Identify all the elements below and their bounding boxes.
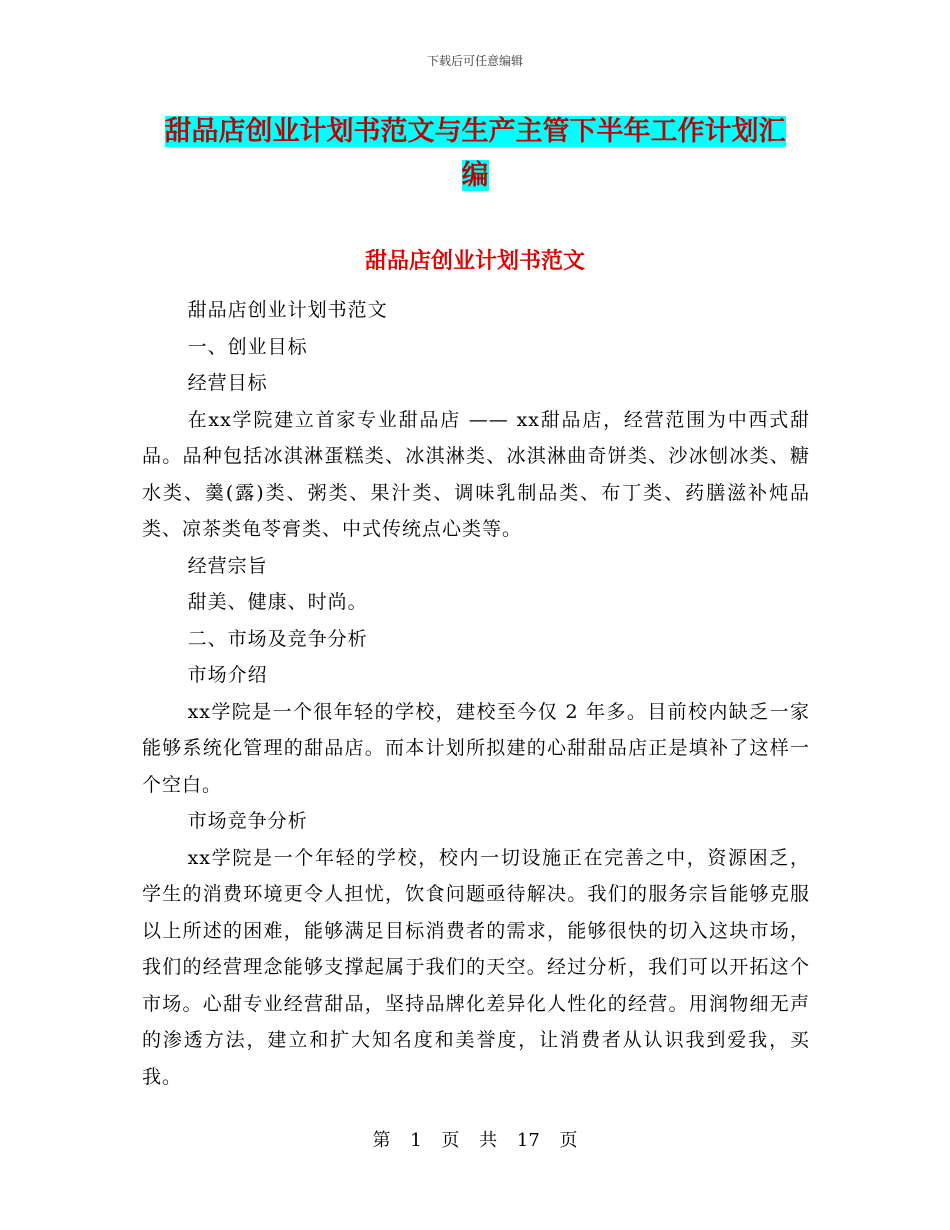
paragraph: 甜美、健康、时尚。 bbox=[187, 591, 368, 613]
paragraph: 市场竞争分析 bbox=[187, 810, 308, 832]
paragraph: 一、创业目标 bbox=[187, 335, 308, 358]
paragraph: 二、市场及竞争分析 bbox=[187, 627, 368, 650]
page-label: 第 bbox=[372, 1130, 391, 1151]
total-pages: 17 bbox=[516, 1130, 540, 1151]
paragraph: 市场介绍 bbox=[187, 664, 268, 686]
title-line-2: 编 bbox=[461, 160, 489, 191]
paragraph: xx学院是一个年轻的学校，校内一切设施正在完善之中，资源困乏，学生的消费环境更令人担忧，饮食问题亟待解决。我们的服务宗旨能够克服以上所述的困难，能够满足目标消费者的需求，能够很快的切入这块市场，我们的经营理念能够支撑起属于我们的天空。经过分析，我们可以开拓这个市场。心甜专业经营甜品，坚持品牌化差异化人性化的经营。用润物细无声的渗透方法，建立和扩大知名度和美誉度，让消费者从认识我到爱我，买我。 bbox=[142, 846, 810, 1088]
document-body bbox=[142, 292, 810, 1095]
page-unit: 页 bbox=[441, 1130, 460, 1151]
page-footer bbox=[0, 1126, 950, 1152]
paragraph: xx学院是一个很年轻的学校，建校至今仅 2 年多。目前校内缺乏一家能够系统化管理的甜品店。而本计划所拟建的心甜甜品店正是填补了这样一个空白。 bbox=[142, 700, 810, 796]
paragraph: 甜品店创业计划书范文 bbox=[187, 299, 388, 321]
page-number: 1 bbox=[410, 1130, 422, 1151]
header-note: 下载后可任意编辑 bbox=[426, 54, 523, 68]
total-label: 共 bbox=[479, 1130, 498, 1151]
paragraph: 在xx学院建立首家专业甜品店 —— xx甜品店，经营范围为中西式甜品。品种包括冰淇淋蛋糕类、冰淇淋类、冰淇淋曲奇饼类、沙冰刨冰类、糖水类、羹(露)类、粥类、果汁类、调味乳制品类、布丁类、药膳滋补炖品类、凉茶类龟苓膏类、中式传统点心类等。 bbox=[142, 408, 810, 540]
section-title: 甜品店创业计划书范文 bbox=[364, 249, 585, 274]
document-title bbox=[140, 110, 810, 198]
total-unit: 页 bbox=[559, 1130, 578, 1151]
paragraph: 经营宗旨 bbox=[187, 554, 268, 577]
title-line-1: 甜品店创业计划书范文与生产主管下半年工作计划汇 bbox=[164, 116, 786, 147]
paragraph: 经营目标 bbox=[187, 372, 268, 394]
